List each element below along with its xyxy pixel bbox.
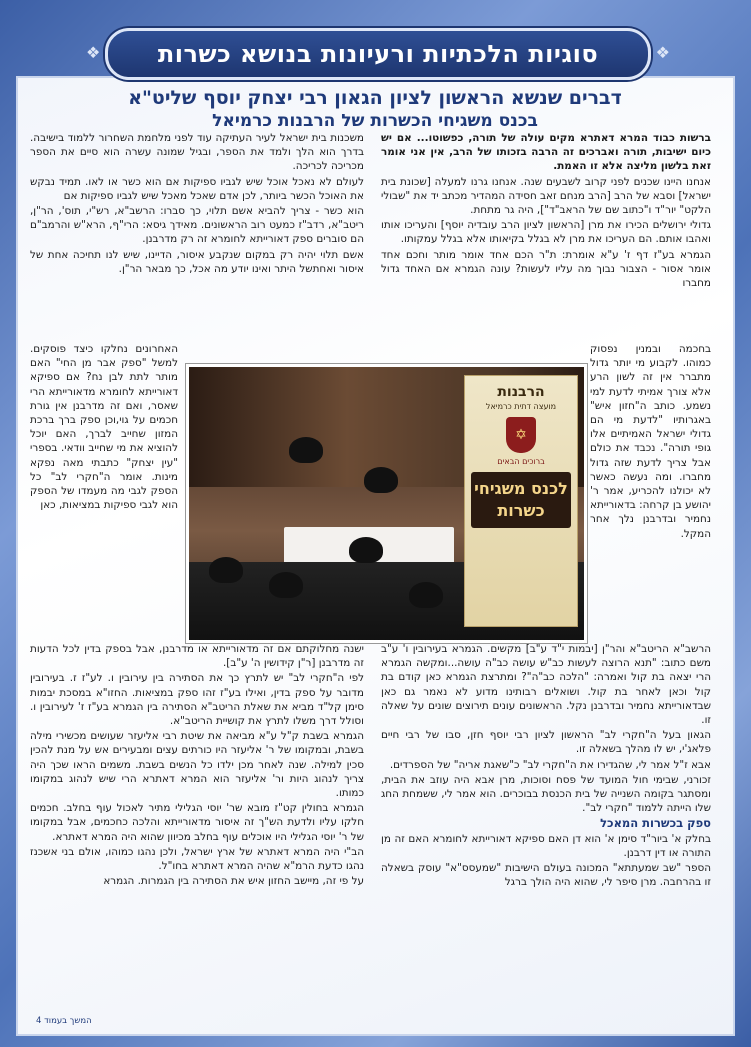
poster-title: הרבנות [497,384,545,400]
poster-main-text: לכנס משגיחי כשרות [471,472,571,528]
paragraph: הגמרא בע"ז דף ז' ע"א אומרת: ת"ר הכם אחד אומר מותר וחכם אחד אומר אסור - הצבור נבוך מה עליו לעשות? עונה הגמרא אם האחד גדול מחברו [381,248,711,290]
paragraph: הגמרא בחולין קט"ז מובא שר' יוסי הגלילי מתיר לאכול עוף בחלב. חכמים חלקו עליו ולדעת הש"ך זה איסור מדאורייתא והלכה כחכמים, אבל במקומו של ר' יוסי הגלילי היו אוכלים עוף בחלב מכיוון שהוא היה המרא דאתרא. [30,802,364,843]
poster-welcome: ברוכים הבאים [497,457,545,466]
paragraph: הגאון בעל ה"חקרי לב" הראשון לציון רבי יוסף חזן, סבו של רבי חיים פלאג'י, יש לו מהלך בשאלה זו. [381,729,711,756]
paragraph: אשם תלוי יהיה רק במקום שנקבע איסור, הדיינו, שיש לנו תחיכה אחת של איסור ואחתשל היתר ואינו יודע מה אכל, כך מבאר הר"ן. [30,248,364,275]
poster-subtitle: מועצה דתית כרמיאל [485,402,557,411]
photo-figure-rabbi [364,467,398,493]
right-column-bottom [381,642,711,890]
paragraph: אבא ז"ל אמר לי, שהגדירו את ה"חקרי לב" כ"שאגת אריה" של הספרדים. [389,758,711,771]
left-narrow-column [30,342,178,513]
paragraph: הגמרא בשבת ק"ל ע"א מביאה את שיטת רבי אליעזר שעושים מכשירי מילה בשבת, ובמקומו של ר' אליעזר היו כורתים עצים ומבעירים אש על מנת להכין סכין למילה. שנה לאחר מכן ילדו כל הנשים בשבת. משמים הראו שכך היה צריך לנהוג היות ור' אליעזר הוא המרא דאתרא הרי שיש לנהוג במקומו כמותו. [30,730,364,800]
paragraph: זכורני, שבימי חול המועד של פסח וסוכות, מרן אבא היה עוזב את הבית, ומסתגר בקומה השנייה של בית הכנסת בבוכרים. הוא אמר לי, ששמחת החג שלו הייתה ללמוד "חקרי לב". [381,773,711,815]
photo-figure [269,572,303,598]
continued-on-page: המשך בעמוד 4 [36,1016,92,1026]
paragraph: האחרונים נחלקו כיצד פוסקים. למשל "ספק אבר מן החי" האם מותר לתת לבן נח? אם ספיקא דאורייתא לחומרא מדאורייתא הרי שאסר, ואם זה מדרבנן אין גורת חכמים על גוי,וכן ספק ברך ברכת המזון שחייב לברך, האם יוכל להוציא את מי שחייב וודאי. בספרי "עין יצחק" כתבתי מאה נפקא מינות. אומר ה"חקרי לב" כל הספק לגבי מה מעמדו של הספק הוא לגבי ספיקות במציאות, כאן [30,343,178,512]
photo-figure-speaker [289,437,323,463]
banner-title: סוגיות הלכתיות ורעיונות בנושא כשרות [157,40,599,68]
article-headline [30,86,720,132]
paragraph: על פי זה, מיישב החזון איש את הסתירה בין הגמרות. הגמרא [103,875,364,888]
paragraph: הב"י היה המרא דאתרא של ארץ ישראל, ולכן נהגו כמוהו, אולם בני אשכנז נהגו כדעת הרמ"א שהיה המרא דאתרא בחו"ל. [30,845,364,873]
paragraph: הוא כשר - צריך להביא אשם תלוי, כך סברו: הרשב"א, רש"י, תוס', הר"ן, ריטב"א, רדב"ז כמעט רוב הראשונים. מאידך גיסא: הרי"ף, הרא"ש והרמב"ם הם סוברים ספק דאורייתא לחומרא זה רק מדרבנן. [30,205,364,246]
paragraph: בחכמה ובמנין נפסוק כמוהו. לקבוע מי יותר גדול מתברר אין זה לשון הרע אלא צורך אמיתי לדעת למי נשמע. כותב ה"חזון איש" באגרותיו "לדעת מי הם גדולי ישראל האמיתיים אלו גופי תורה". נכבד את כולם אבל צריך לדעת שזה גדול מחברו. ומה נעשה כאשר לא יכולנו להכריע, אמר ר' יהושע בן קרחה: בדאורייתא נחמיר ובדרבנן נלך אחר המקל. [590,343,711,540]
paragraph: בחלק א' ביור"ד סימן א' הוא דן האם ספיקא דאורייתא לחומרא האם זה מן התורה או דין דרבנן. [381,832,711,859]
right-column-top [381,131,711,291]
subheading: ספק בכשרות המאכל [600,816,711,831]
ornament-right-icon: ❖ [655,43,670,62]
left-column-top [30,131,364,277]
paragraph: לפי ה"חקרי לב" יש לתרץ כך את הסתירה בין עירובין ו. לע"ז ז. בעירובין מדובר על ספק בדין, ואילו בע"ז זהו ספק במציאות. החזו"א במסכת יבמות סימן קל"ד מביא את שאלת הריטב"א הסתירה בין הגמרא בע"ז ז' לעירובין ו. וסולל דרך משלו לתרץ את קושיית הריטב"א. [30,672,364,728]
paragraph: גדולי ירושלים הכירו את מרן [הראשון לציון הרב עובדיה יוסף] והעריכו אותו ואהבו אותם. הם העריכו את מרן לא בגלל בקיאותו אלא בגלל עמקותו. [381,219,711,246]
headline-line-1: דברים שנשא הראשון לציון הגאון רבי יצחק יוסף שליט"א [128,87,622,109]
paragraph: אנחנו היינו שכנים לפני קרוב לשבעים שנה. אנחנו גרנו למעלה [שכונת בית ישראל] וסבא של הרב [הרב מנחם זאב חסידה המהדיר מכתב יד את "שבולי הלקט" יור"ד ו"כתוב שם של הראב"ד"], היה גר מתחת. [381,175,711,217]
ornament-left-icon: ❖ [86,43,101,62]
paragraph: הרשב"א הריטב"א והר"ן [יבמות י"ד ע"ב] מקשים. הגמרא בעירובין ו' ע"ב משם כתוב: "תנא הרוצה לעשות כב"ש עושה כב"ה עושה...ומקשה הגמרא הרי יצאה בת קול ואמרה: "הלכה כב"ה"? ומתרצת הגמרא כאן קודם בת קול וכאן לאחר בת קול. ושואלים רבותינו מדוע לא נאמר גם כאן שבדאורייתא נחמיר ובדרבנן נקל. הראשונים עונים תירוצים שונים על שאלה זו. [381,643,711,727]
bold-intro: ברשות כבוד המרא דאתרא מקים עולה של תורה, כפשוטו... אם יש כיום ישיבות, תורה ואברכים זה הרבה בזכותו של הרב, אין אני אומר זאת בלשון מליצה אלא זו האמת. [381,132,711,173]
section-banner [86,28,670,80]
photo-figure [209,557,243,583]
right-narrow-column [590,342,711,542]
paragraph [381,131,711,174]
paragraph: הספר "שב שמעתתא" המכונה בעולם הישיבות "שמעסס"א" עוסק בשאלה זו בהרחבה. מרן סיפר לי, שהוא היה הולך ברגל [381,862,711,889]
paragraph: לעולם לא נאכל אוכל שיש לגביו ספיקות אם הוא כשר או לאו. תמיד נבקש את האוכל הכשר ביותר, לכן אדם שאכל מאכל שיש לגביו ספיקות אם [30,175,364,202]
left-column-bottom [30,642,364,889]
photo-figure [349,537,383,563]
event-photo [186,364,587,643]
event-poster [464,375,578,627]
paragraph: משכנות בית ישראל לעיר העתיקה עוד לפני מלחמת השחרור ללמוד בישיבה. בדרך הוא הלך ולמד את הספר, ובגיל שמונה עשרה הוא סיים את הספר מכריכה לכריכה. [30,132,364,173]
paragraph: ישנה מחלוקתם אם זה מדאורייתא או מדרבנן, אבל בספק בדין לכל הדעות זה מדרבנן [ר"ן קידושין ה' ע"ב]. [30,643,364,670]
photo-figure [409,582,443,608]
emblem-icon: ✡ [506,417,536,453]
headline-line-2: בכנס משגיחי הכשרות של הרבנות כרמיאל [212,111,538,131]
